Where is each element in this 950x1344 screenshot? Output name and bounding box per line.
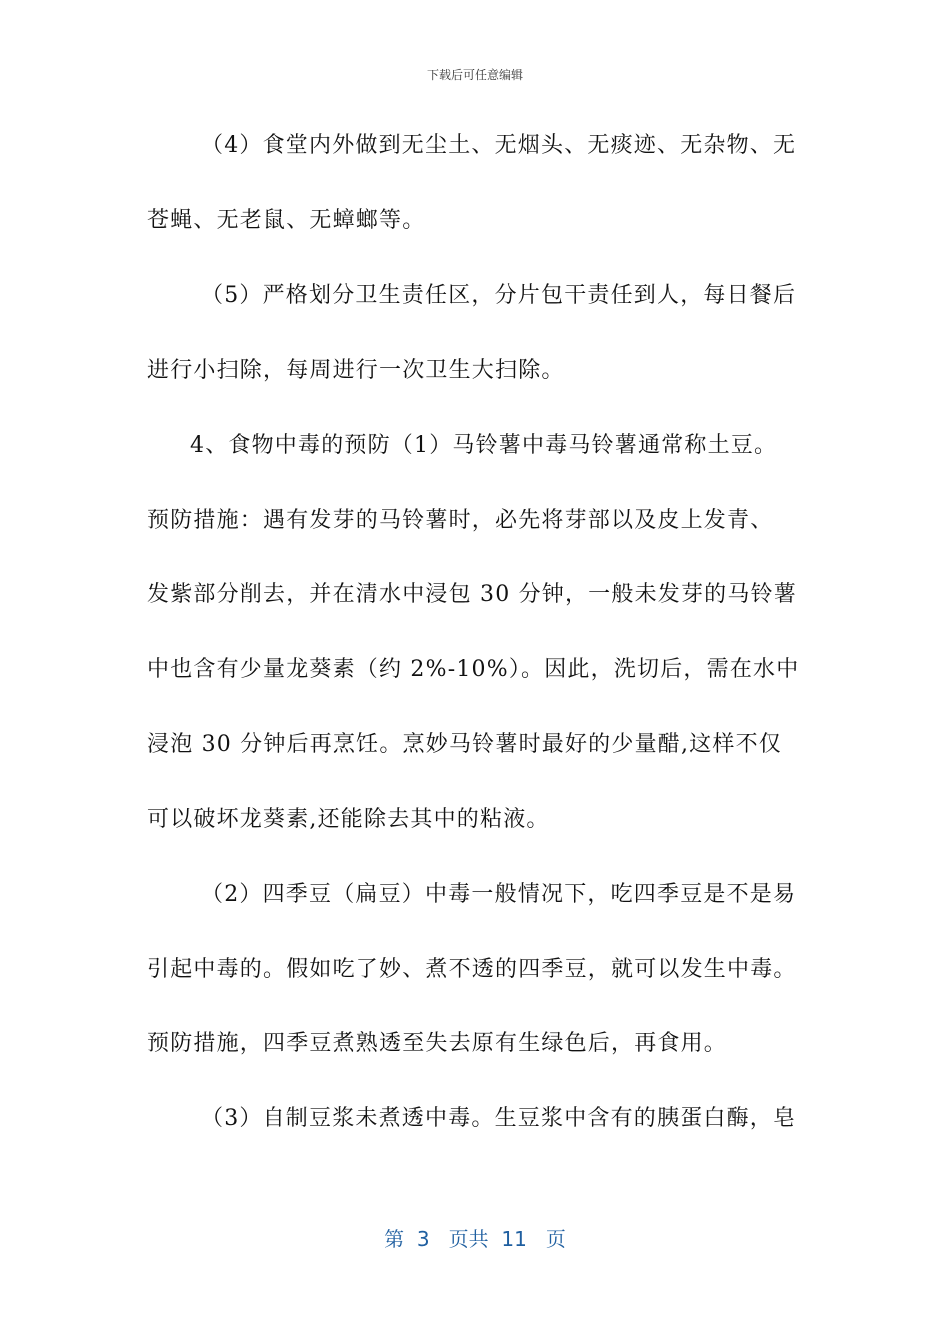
text-line: 4、食物中毒的预防（1）马铃薯中毒马铃薯通常称土豆。 xyxy=(190,433,778,458)
text-line: 预防措施：遇有发芽的马铃薯时，必先将芽部以及皮上发青、 xyxy=(147,508,774,533)
text-line: （3）自制豆浆未煮透中毒。生豆浆中含有的胰蛋白酶，皂 xyxy=(201,1106,797,1131)
text-line: 中也含有少量龙葵素（约 2%-10%）。因此，洗切后，需在水中 xyxy=(147,657,800,682)
text-line: （4）食堂内外做到无尘土、无烟头、无痰迹、无杂物、无 xyxy=(201,133,797,158)
text-line: 发紫部分削去，并在清水中浸包 30 分钟，一般未发芽的马铃薯 xyxy=(147,582,797,607)
text-line: （5）严格划分卫生责任区，分片包干责任到人，每日餐后 xyxy=(201,283,797,308)
text-line: 苍蝇、无老鼠、无蟑螂等。 xyxy=(147,208,426,233)
text-line: 进行小扫除，每周进行一次卫生大扫除。 xyxy=(147,358,565,383)
text-line: 预防措施，四季豆煮熟透至失去原有生绿色后，再食用。 xyxy=(147,1031,728,1056)
page-footer: 第 3 页共 11 页 xyxy=(384,1227,566,1251)
text-line: （2）四季豆（扁豆）中毒一般情况下，吃四季豆是不是易 xyxy=(201,882,797,907)
text-line: 浸泡 30 分钟后再烹饪。烹妙马铃薯时最好的少量醋,这样不仅 xyxy=(147,732,782,757)
text-line: 引起中毒的。假如吃了妙、煮不透的四季豆，就可以发生中毒。 xyxy=(147,957,797,982)
text-line: 可以破坏龙葵素,还能除去其中的粘液。 xyxy=(147,807,550,832)
page-header: 下载后可任意编辑 xyxy=(426,68,523,82)
